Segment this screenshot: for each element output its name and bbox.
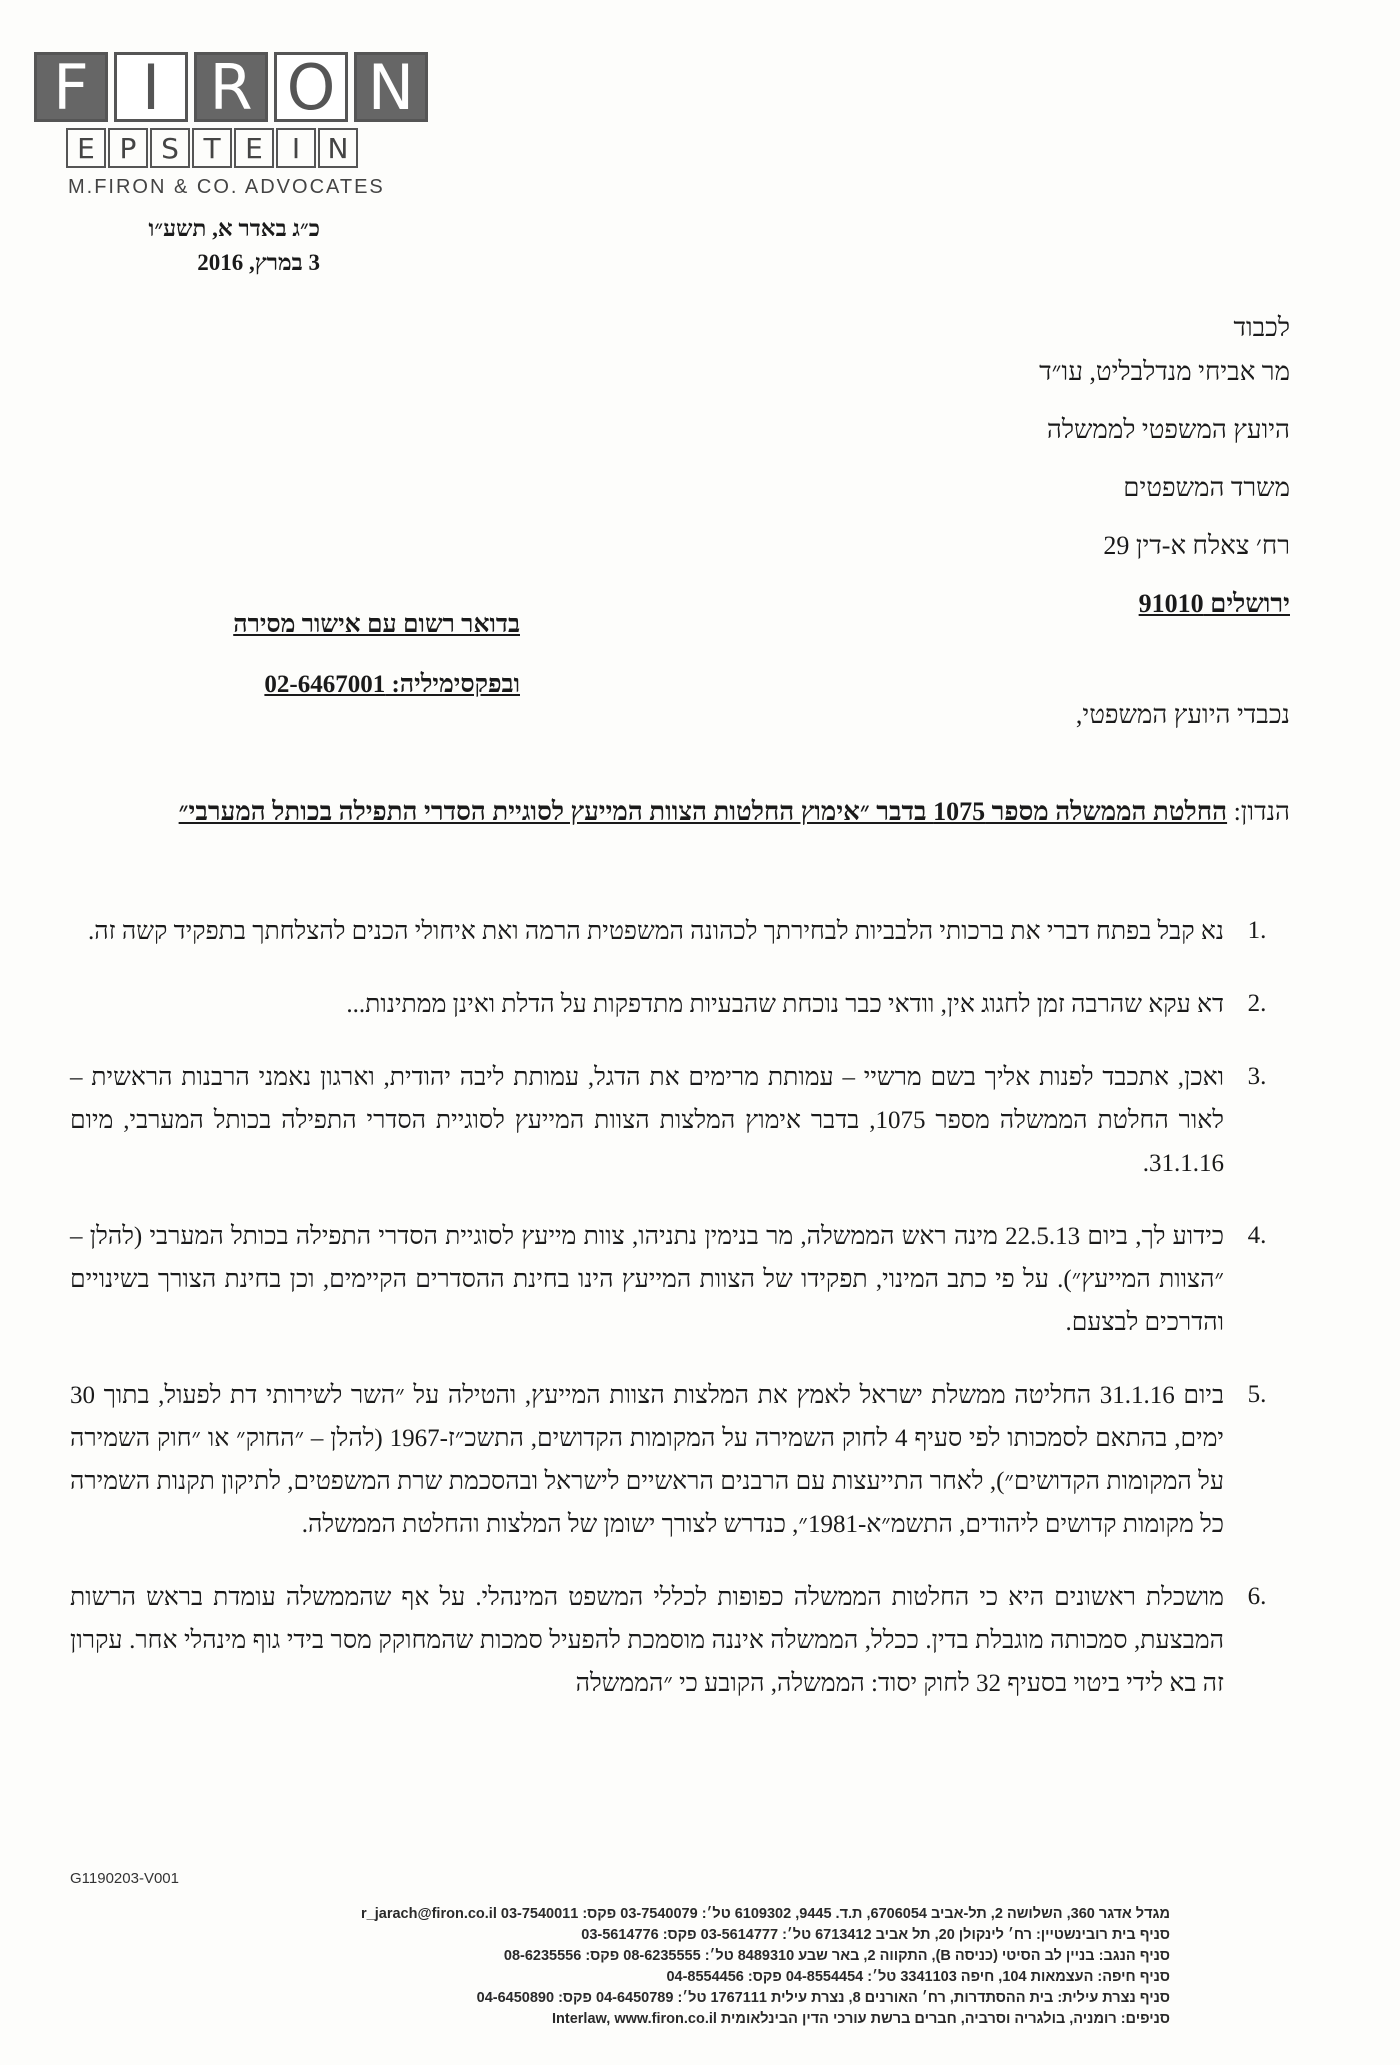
delivery-line: ובפקסימיליה: 02-6467001	[264, 671, 520, 698]
logo-letter: F	[34, 52, 108, 122]
paragraph-number: 5.	[1247, 1381, 1267, 1408]
logo-letter: T	[192, 128, 232, 168]
logo-letter: E	[66, 128, 106, 168]
recipient-line: משרד המשפטים	[1123, 473, 1290, 502]
footer-line: סניף נצרת עילית: בית ההסתדרות, רח׳ האורנים 8, נצרת עילית 1767111 טל׳: 04-6450789 פקס: 04-6450890	[476, 1990, 1170, 2006]
recipient-block	[590, 306, 1290, 626]
logo-letter: R	[194, 52, 268, 122]
footer-line: מגדל אדגר 360, השלושה 2, תל-אביב 6706054, ת.ד. 9445, 6109302 טל׳: 03-7540079 פקס: 03-7540011 r_jarach@firon.co.il	[361, 1906, 1170, 1922]
logo-letter: N	[354, 52, 428, 122]
paragraph-number: 4.	[1247, 1222, 1267, 1249]
delivery-method	[70, 604, 520, 706]
footer-line: סניפים: רומניה, בולגריה וסרביה, חברים ברשת עורכי הדין הבינלאומית Interlaw, www.firon.co.il	[552, 2011, 1170, 2027]
footer-line: סניף הנגב: בניין לב הסיטי (כניסה B), התקווה 2, באר שבע 8489310 טל׳: 08-6235555 פקס: 08-6235556	[503, 1948, 1170, 1964]
paragraph-item	[70, 910, 1290, 953]
logo-letter: P	[108, 128, 148, 168]
paragraph-text: ביום 31.1.16 החליטה ממשלת ישראל לאמץ את המלצות הצוות המייעץ, והטילה על ״השר לשירותי דת לפעול, בתוך 30 ימים, בהתאם לסמכותו לפי סעיף 4 לחוק השמירה על המקומות הקדושים, התשכ״ז-1967 (להלן – ״החוק״ או ״חוק השמירה על המקומות הקדושים״), לאחר התייעצות עם הרבנים הראשיים לישראל ובהסכמת שרת המשפטים, לתיקון תקנות השמירה כל מקומות קדושים ליהודים, התשמ״א-1981״, כנדרש לצורך ישומן של המלצות והחלטת הממשלה.	[70, 1382, 1224, 1538]
letter-date	[70, 212, 320, 280]
paragraph-item	[70, 1576, 1290, 1705]
firm-logo	[34, 52, 434, 199]
logo-epstein-row	[66, 128, 434, 168]
logo-letter: O	[274, 52, 348, 122]
logo-letter: S	[150, 128, 190, 168]
paragraph-number: 2.	[1247, 990, 1267, 1017]
numbered-paragraphs	[70, 910, 1290, 1735]
letterhead-footer	[250, 1904, 1170, 2030]
paragraph-text: כידוע לך, ביום 22.5.13 מינה ראש הממשלה, מר בנימין נתניהו, צוות מייעץ לסוגיית הסדרי התפילה בכותל המערבי (להלן – ״הצוות המייעץ״). על פי כתב המינוי, תפקידו של הצוות המייעץ הינו בחינת ההסדרים הקיימים, וכן בחינת הצורך בשינויים והדרכים לבצעם.	[70, 1223, 1225, 1336]
date-hebrew: כ״ג באדר א, תשע״ו	[148, 216, 320, 241]
paragraph-text: נא קבל בפתח דברי את ברכותי הלבביות לבחירתך לכהונה המשפטית הרמה ואת איחולי הכנים להצלחתך בתפקיד קשה זה.	[88, 918, 1224, 945]
paragraph-item	[70, 1374, 1290, 1546]
date-gregorian: 3 במרץ, 2016	[197, 250, 320, 275]
logo-letter: I	[114, 52, 188, 122]
recipient-line: היועץ המשפטי לממשלה	[1046, 415, 1290, 444]
paragraph-text: ואכן, אתכבד לפנות אליך בשם מרשיי – עמותת מרימים את הדגל, עמותת ליבה יהודית, וארגון נאמני הרבנות הראשית – לאור החלטת הממשלה מספר 1075, בדבר אימוץ המלצות הצוות המייעץ לסוגיית הסדרי התפילה בכותל המערבי, מיום 31.1.16.	[70, 1064, 1224, 1177]
paragraph-item	[70, 1215, 1290, 1344]
recipient-line: רח׳ צאלח א-דין 29	[1103, 531, 1290, 560]
logo-letter: I	[276, 128, 316, 168]
recipient-line: מר אביחי מנדלבליט, עו״ד	[1039, 357, 1290, 386]
paragraph-number: 1.	[1247, 917, 1267, 944]
logo-letter: N	[318, 128, 358, 168]
footer-line: סניף חיפה: העצמאות 104, חיפה 3341103 טל׳: 04-8554454 פקס: 04-8554456	[666, 1969, 1170, 1985]
recipient-line: לכבוד	[1233, 313, 1290, 342]
paragraph-text: דא עקא שהרבה זמן לחגוג אין, וודאי כבר נוכחת שהבעיות מתדפקות על הדלת ואינן ממתינות...	[346, 991, 1224, 1018]
paragraph-item	[70, 983, 1290, 1026]
paragraph-number: 6.	[1247, 1583, 1267, 1610]
logo-tagline: M.FIRON & CO. ADVOCATES	[68, 176, 385, 198]
subject-lead: הנדון:	[1233, 797, 1290, 826]
subject-line	[70, 790, 1290, 834]
subject-text: החלטת הממשלה מספר 1075 בדבר ״אימוץ החלטות הצוות המייעץ לסוגיית הסדרי התפילה בכותל המערבי״	[178, 797, 1228, 826]
paragraph-item	[70, 1056, 1290, 1185]
paragraph-text: מושכלת ראשונים היא כי החלטות הממשלה כפופות לכללי המשפט המינהלי. על אף שהממשלה עומדת בראש הרשות המבצעת, סמכותה מוגבלת בדין. ככלל, הממשלה איננה מוסמכת להפעיל סמכות שהמחוקק מסר בידי גוף מינהלי אחר. עקרון זה בא לידי ביטוי בסעיף 32 לחוק יסוד: הממשלה, הקובע כי ״הממשלה	[70, 1584, 1224, 1697]
salutation: נכבדי היועץ המשפטי,	[1075, 700, 1290, 729]
logo-firon-row	[34, 52, 434, 122]
logo-letter: E	[234, 128, 274, 168]
recipient-city: ירושלים 91010	[1138, 589, 1290, 618]
delivery-line: בדואר רשום עם אישור מסירה	[233, 611, 520, 638]
paragraph-number: 3.	[1247, 1063, 1267, 1090]
document-id: G1190203-V001	[70, 1870, 179, 1887]
footer-line: סניף בית רובינשטיין: רח׳ לינקולן 20, תל אביב 6713412 טל׳: 03-5614777 פקס: 03-5614776	[581, 1927, 1170, 1943]
